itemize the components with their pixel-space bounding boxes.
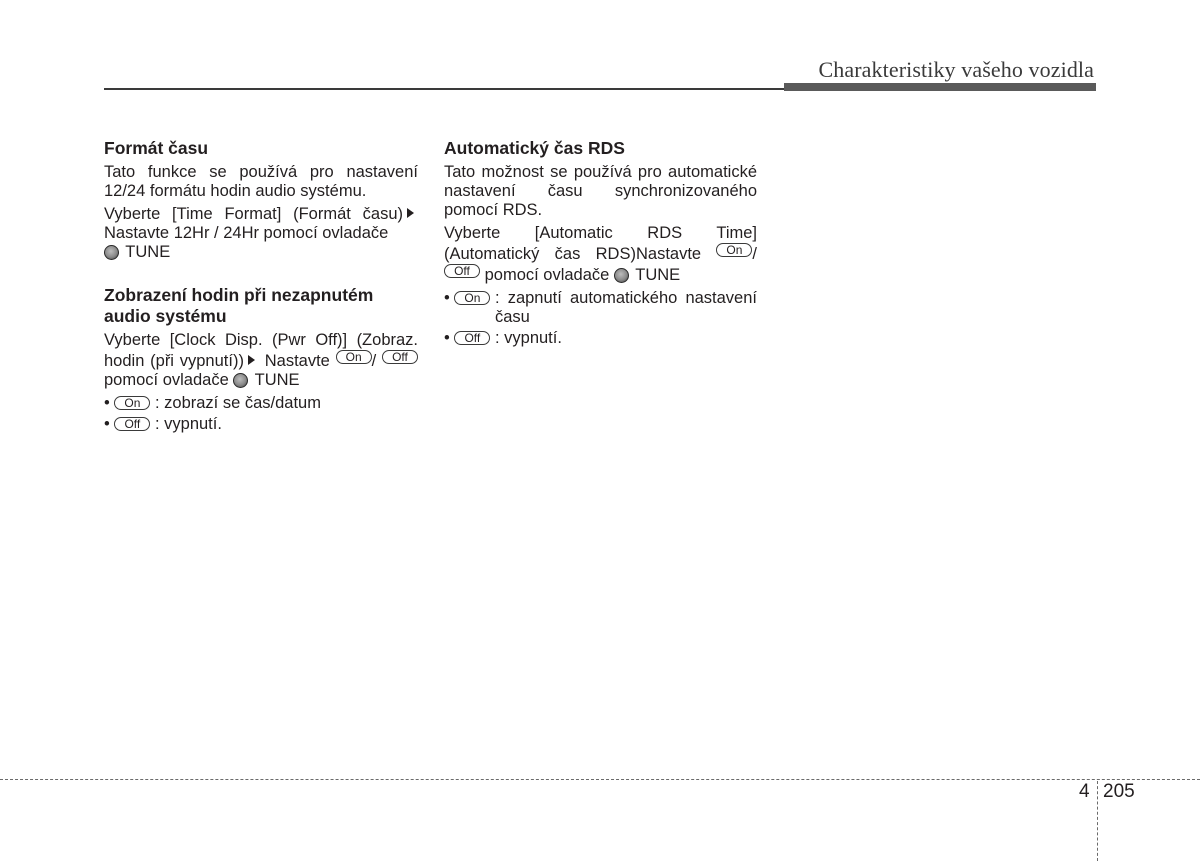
chapter-number: 4: [1079, 781, 1090, 802]
list-item-on: [444, 289, 757, 327]
page-header-title: Charakteristiky vašeho vozidla: [818, 57, 1094, 82]
on-button-icon: On: [114, 396, 150, 410]
right-column: [444, 138, 757, 350]
list-item-text: : vypnutí.: [494, 329, 562, 347]
footer-dashed-divider: [1097, 781, 1098, 861]
clock-display-step-set: Nastavte: [264, 352, 330, 370]
right-triangle-icon: [248, 355, 255, 365]
off-button-icon: Off: [114, 417, 150, 431]
rds-time-step-control: pomocí ovladače: [484, 266, 610, 284]
off-button-icon: Off: [454, 331, 490, 345]
list-item-text: : zapnutí automatického nastavení času: [494, 289, 757, 326]
right-triangle-icon: [407, 208, 414, 218]
time-format-instructions: [104, 205, 418, 262]
on-button-icon: On: [716, 243, 752, 257]
rds-time-description: Tato možnost se používá pro automatické nastavení času synchronizovaného pomocí RDS.: [444, 163, 757, 219]
footer-dashed-rule: [0, 779, 1200, 780]
time-format-step-select: Vyberte [Time Format] (Formát času): [104, 205, 403, 223]
list-item-text: : zobrazí se čas/datum: [154, 394, 321, 412]
on-button-icon: On: [336, 350, 372, 364]
off-button-icon: Off: [444, 264, 480, 278]
bullet-marker: • On: [444, 289, 495, 327]
tune-knob-icon: [614, 268, 629, 283]
time-format-step-set: Nastavte 12Hr / 24Hr pomocí ovladače: [104, 224, 389, 242]
tune-knob-icon: [233, 373, 248, 388]
time-format-description: Tato funkce se používá pro nastavení 12/24 formátu hodin audio systému.: [104, 163, 418, 200]
list-item-off: • Off : vypnutí.: [444, 329, 562, 347]
tune-label: TUNE: [125, 243, 171, 261]
header-rule-thick: [784, 83, 1096, 91]
page-number: 205: [1103, 781, 1135, 802]
clock-display-instructions: Vyberte [Clock Disp. (Pwr Off)] (Zobraz. hodin (při vypnutí)) Nastavte On / Off pomocí ovladače TUNE: [104, 331, 418, 389]
section-title-time-format: Formát času: [104, 138, 209, 158]
tune-label: TUNE: [635, 266, 681, 284]
clock-display-step-control: pomocí ovladače: [104, 371, 229, 389]
rds-time-step-select: Vyberte [Automatic RDS Time] (Automatický čas RDS)Nastavte: [444, 224, 757, 263]
spacer: [104, 266, 418, 285]
clock-display-step-select: Vyberte [Clock Disp. (Pwr Off)] (Zobraz. hodin (při vypnutí)): [104, 331, 418, 370]
tune-label: TUNE: [254, 371, 300, 389]
list-item-off: • Off : vypnutí.: [104, 415, 222, 433]
section-title-clock-display: Zobrazení hodin při nezapnutém audio systému: [104, 285, 374, 326]
tune-knob-icon: [104, 245, 119, 260]
list-item-on: • On : zobrazí se čas/datum: [104, 394, 321, 412]
rds-time-instructions: Vyberte [Automatic RDS Time] (Automatický čas RDS)Nastavte On / Off pomocí ovladače TUNE: [444, 224, 757, 284]
header-rule-thin: [104, 88, 784, 90]
list-item-text: : vypnutí.: [154, 415, 222, 433]
off-button-icon: Off: [382, 350, 418, 364]
left-column: [104, 138, 418, 436]
section-title-rds-time: Automatický čas RDS: [444, 138, 625, 158]
on-button-icon: On: [454, 291, 490, 305]
